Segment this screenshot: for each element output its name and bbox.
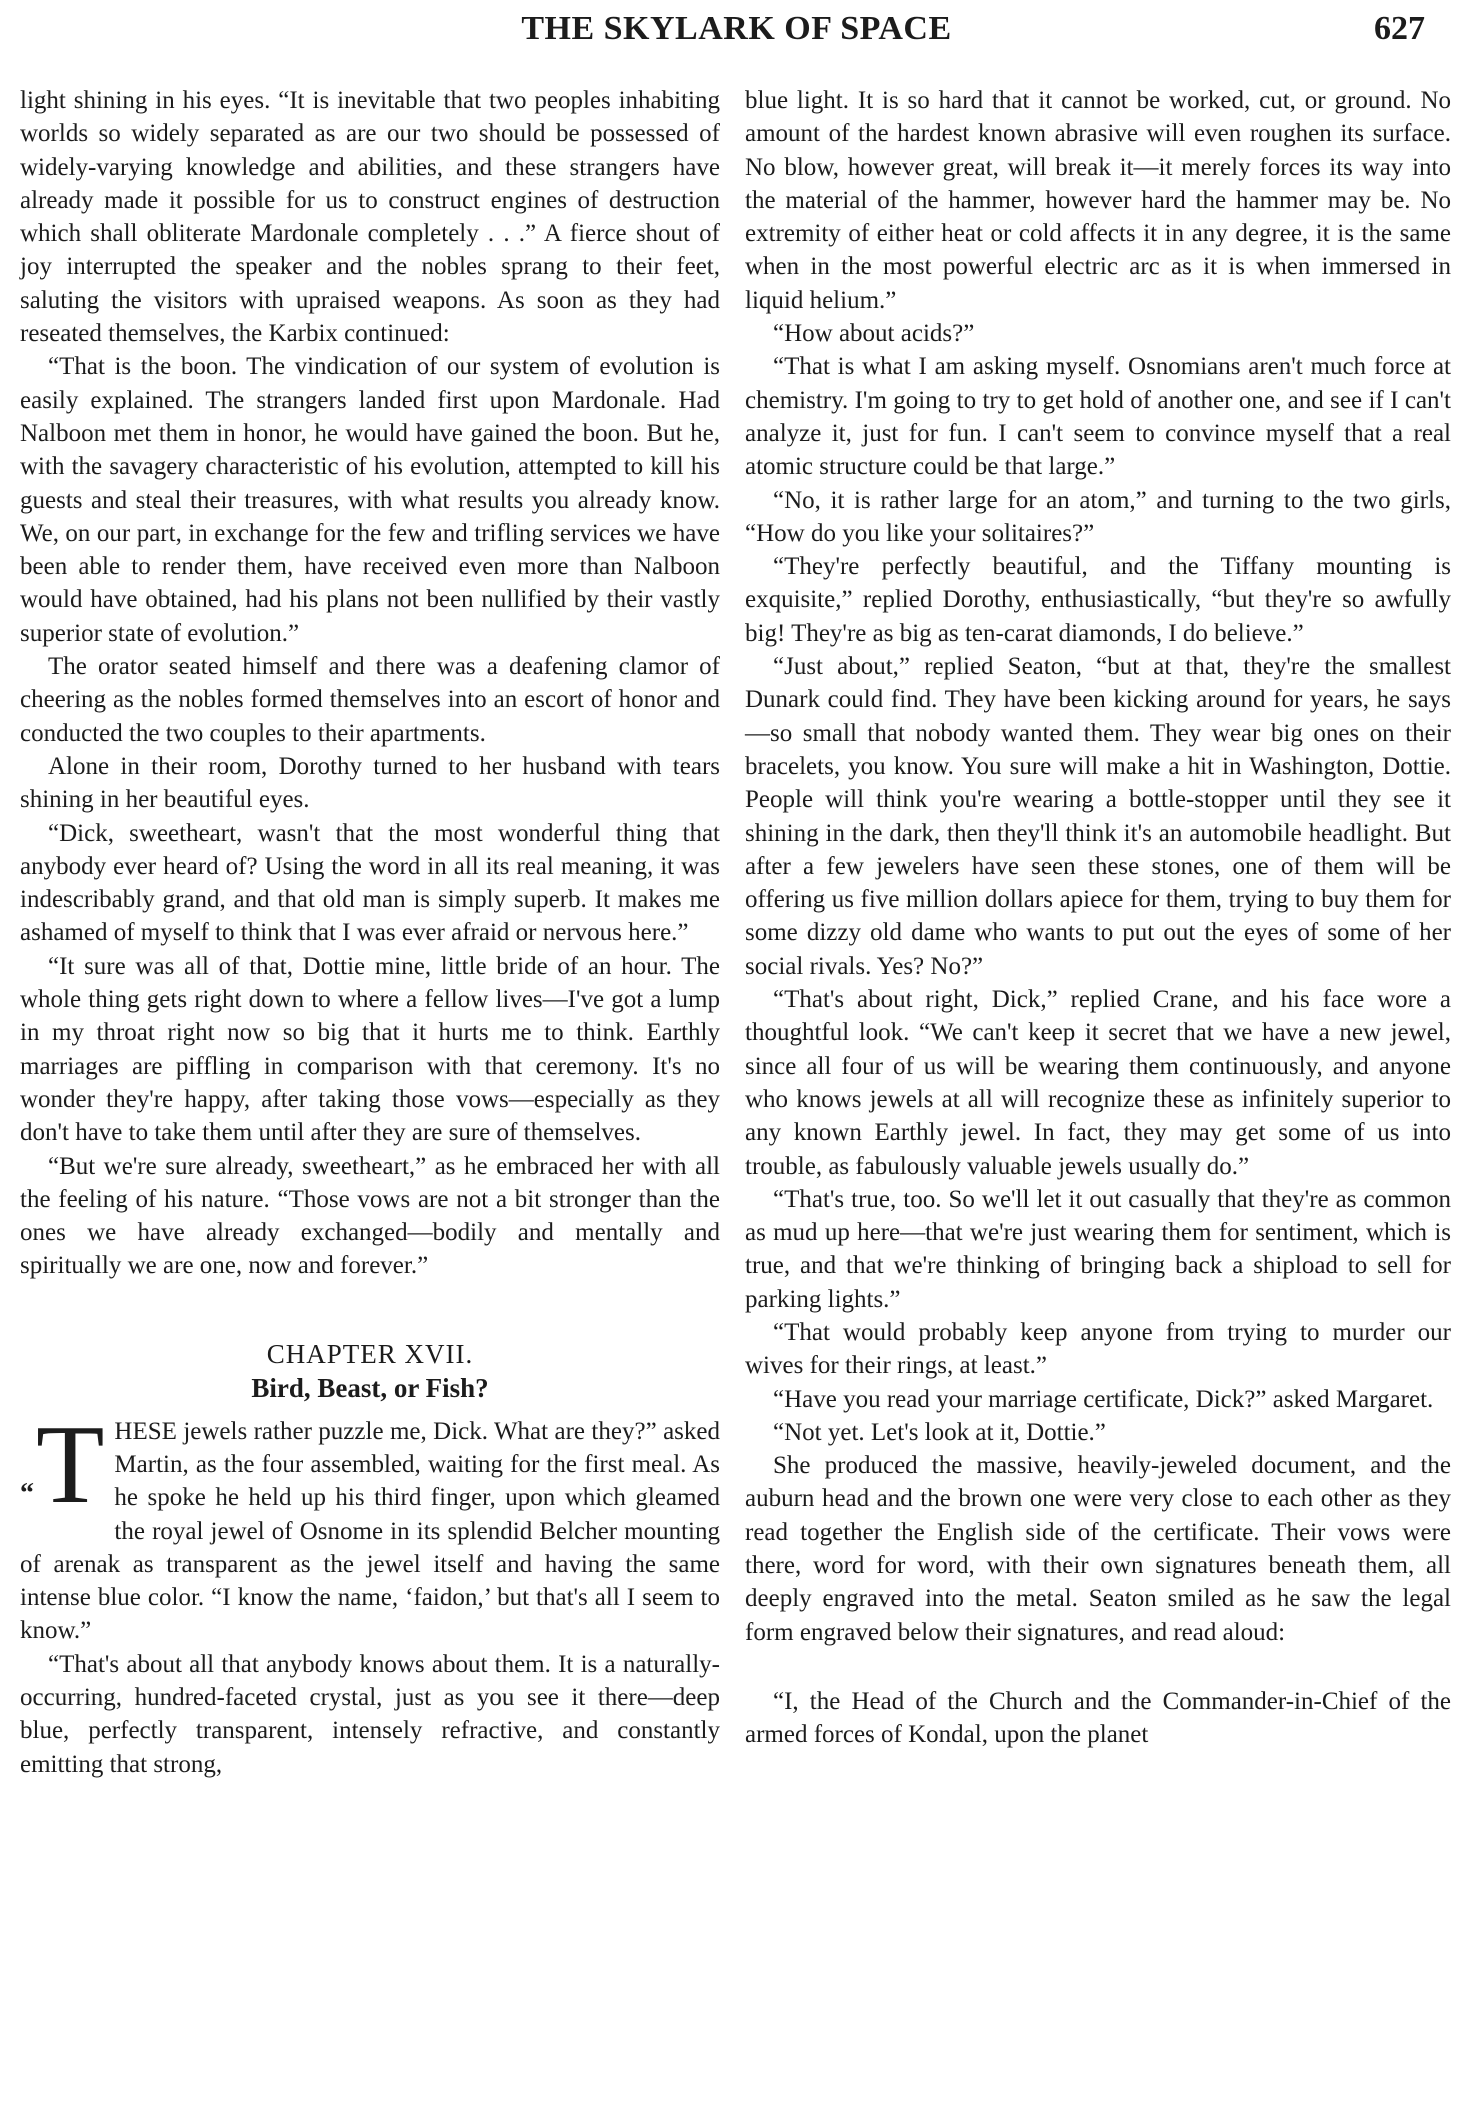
paragraph: “But we're sure already, sweetheart,” as he embraced her with all the feeling of his nature. “Those vows are not a bit stronger than the ones we have already exchanged—bodily and mentally and spiritually we are one, now and forever.” [20,1152,720,1280]
page-number: 627 [1374,10,1425,47]
paragraph: “That's about all that anybody knows about them. It is a naturally-occurring, hundred-faceted crystal, just as you see it there—deep blue, perfectly transparent, intensely refractive, and constantly emitting that strong, [20,1650,720,1778]
paragraph-text: HESE jewels rather puzzle me, Dick. What are they?” asked Martin, as the four assembled, waiting for the first meal. As he spoke he held up his third finger, upon which gleamed the royal jewel of Osnome in its splendid Belcher mounting of arenak as transparent as the jewel itself and having the same intense blue color. “I know the name, ‘faidon,’ but that's all I seem to know.” [20,1417,720,1645]
paragraph: light shining in his eyes. “It is inevitable that two peoples inhabiting worlds so widely separated as are our two should be possessed of widely-varying knowledge and abilities, and these strangers have already made it possible for us to construct engines of destruction which shall obliterate Mardonale completely . . .” A fierce shout of joy interrupted the speaker and the nobles sprang to their feet, saluting the visitors with upraised weapons. As soon as they had reseated themselves, the Karbix continued: [20,87,720,348]
paragraph: “I, the Head of the Church and the Commander-in-Chief of the armed forces of Kondal, upon the planet [745,1687,1451,1749]
paragraph: “That is what I am asking myself. Osnomians aren't much force at chemistry. I'm going to try to get hold of another one, and see if I can't analyze it, just for fun. I can't seem to convince myself that a real atomic structure could be that large.” [745,353,1451,481]
paragraph: “How about acids?” [773,320,975,348]
paragraph: Alone in their room, Dorothy turned to her husband with tears shining in her beautiful eyes. [20,752,720,814]
paragraph: “Dick, sweetheart, wasn't that the most wonderful thing that anybody ever heard of? Using the word in all its real meaning, it was indescribably grand, and that old man is simply superb. It makes me ashamed of myself to think that I was ever afraid or nervous here.” [20,819,720,947]
paragraph: blue light. It is so hard that it cannot be worked, cut, or ground. No amount of the hardest known abrasive will even roughen its surface. No blow, however great, will break it—it merely forces its way into the material of the hammer, however hard the hammer may be. No extremity of either heat or cold affects it in any degree, it is the same when in the most powerful electric arc as it is when immersed in liquid helium.” [745,87,1451,314]
paragraph: “They're perfectly beautiful, and the Tiffany mounting is exquisite,” replied Dorothy, enthusiastically, “but they're so awfully big! They're as big as ten-carat diamonds, I do believe.” [745,553,1451,647]
section-gap [745,1649,1451,1685]
paragraph: “No, it is rather large for an atom,” and turning to the two girls, “How do you like your solitaires?” [745,486,1451,547]
paragraph: “It sure was all of that, Dottie mine, little bride of an hour. The whole thing gets right down to where a fellow lives—I've got a lump in my throat right now so big that it hurts me to think. Earthly marriages are piffling in comparison with that ceremony. It's no wonder they're happy, after taking those vows—especially as they don't have to take them until after they are sure of themselves. [20,952,720,1147]
chapter-title: Bird, Beast, or Fish? [251,1372,489,1403]
drop-cap [20,1402,105,1538]
paragraph: “That would probably keep anyone from trying to murder our wives for their rings, at least.” [745,1318,1451,1380]
paragraph: “Just about,” replied Seaton, “but at that, they're the smallest Dunark could find. They have been kicking around for years, he says—so small that nobody wanted them. They wear big ones on their bracelets, you know. You sure will make a hit in Washington, Dottie. People will think you're wearing a bottle-stopper until they see it shining in the dark, then they'll think it's an automobile headlight. But after a few jewelers have seen these stones, one of them will be offering us five million dollars apiece for them, trying to buy them for some dizzy old dame who wants to put out the eyes of some of her social rivals. Yes? No?” [745,653,1451,980]
paragraph: “That's about right, Dick,” replied Crane, and his face wore a thoughtful look. “We can't keep it secret that we have a new jewel, since all four of us will be wearing them continuously, and anyone who knows jewels at all will recognize these as infinitely superior to any known Earthly jewel. In fact, they may get some of us into trouble, as fabulously valuable jewels usually do.” [745,986,1451,1180]
chapter-opening-paragraph [20,1402,720,1648]
paragraph: “That is the boon. The vindication of our system of evolution is easily explained. The strangers landed first upon Mardonale. Had Nalboon met them in honor, he would have gained the boon. But he, with the savagery characteristic of his evolution, attempted to kill his guests and steal their treasures, with what results you already know. We, on our part, in exchange for the few and trifling services we have been able to render them, have received even more than Nalboon would have obtained, had his plans not been nullified by their vastly superior state of evolution.” [20,353,720,647]
paragraph: She produced the massive, heavily-jeweled document, and the auburn head and the brown one were very close to each other as they read together the English side of the certificate. Their vows were there, word for word, with their own signatures beneath them, all deeply engraved into the metal. Seaton smiled as he saw the legal form engraved below their signatures, and read aloud: [745,1452,1451,1646]
paragraph: “Not yet. Let's look at it, Dottie.” [773,1418,1106,1446]
running-title: THE SKYLARK OF SPACE [521,10,952,47]
paragraph: “Have you read your marriage certificate, Dick?” asked Margaret. [773,1385,1434,1413]
paragraph: The orator seated himself and there was a deafening clamor of cheering as the nobles formed themselves into an escort of honor and conducted the two couples to their apartments. [20,653,720,747]
chapter-number: CHAPTER XVII. [266,1338,474,1369]
opening-quote: “ [20,1477,34,1509]
chapter-heading [20,1337,720,1405]
drop-cap-letter: T [36,1402,105,1527]
page-header [20,10,1453,60]
paragraph: “That's true, too. So we'll let it out casually that they're as common as mud up here—that we're just wearing them for sentiment, which is true, and that we're thinking of bringing back a shipload to sell for parking lights.” [745,1185,1451,1313]
right-column [745,84,1451,1752]
left-column [20,84,720,1781]
